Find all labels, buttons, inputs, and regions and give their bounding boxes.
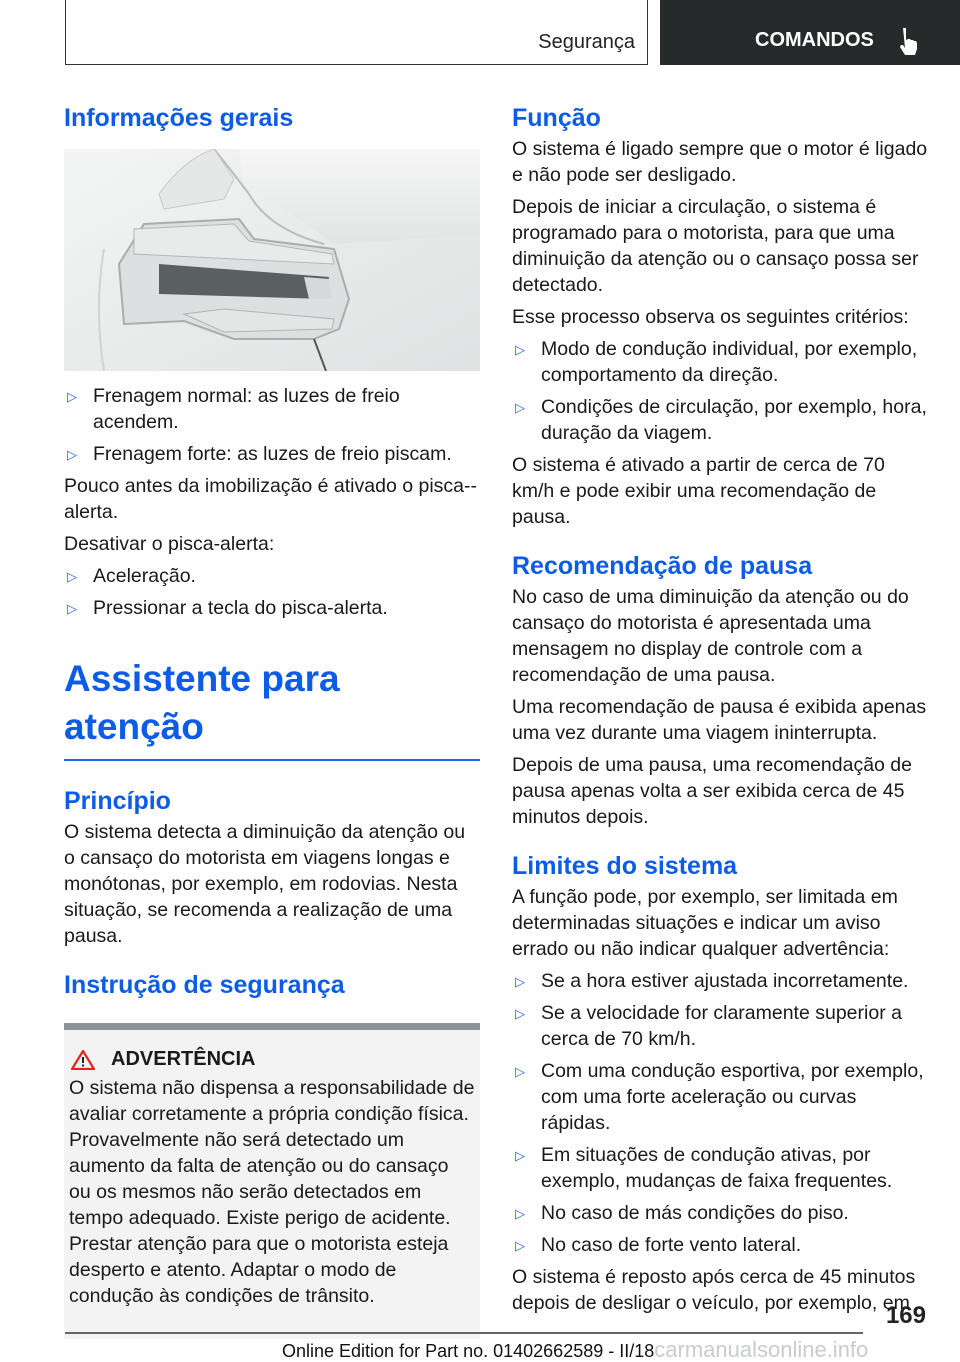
heading-function: Função [512,104,601,132]
heading-rule [64,759,480,761]
paragraph: Pouco antes da imobilização é ativado o pisca--alerta. [64,475,477,523]
list-item: ▷ Frenagem forte: as luzes de freio piscam. [64,441,480,467]
warning-box [64,1023,480,1339]
tail-light-figure [64,149,480,371]
heading-general-info: Informações gerais [64,104,294,132]
list-item: ▷ Modo de condução individual, por exemplo, comportamento da direção. [515,338,918,386]
list-item: ▷ Pressionar a tecla do pisca-alerta. [64,595,480,621]
list-item: ▷ Se a hora estiver ajustada incorretamente. [512,968,928,994]
chapter-title: COMANDOS [755,29,874,51]
left-column [64,100,480,1339]
heading-limits: Limites do sistema [512,852,738,880]
paragraph: No caso de uma diminuição da atenção ou do cansaço do motorista é apresentada uma mensagem no display de controle com a recomendação de uma pausa. [512,586,909,686]
list-item: ▷ Frenagem normal: as luzes de freio acendem. [67,385,400,433]
list-item: ▷ Aceleração. [64,563,480,589]
paragraph: Esse processo observa os seguintes critérios: [512,306,909,328]
paragraph: O sistema detecta a diminuição da atenção ou o cansaço do motorista em viagens longas e monótonas, por exemplo, em rodovias. Nesta situação, se recomenda a realização de uma pausa. [64,821,466,947]
right-column [512,100,928,1316]
edition-text: Online Edition for Part no. 01402662589 - II/18 [282,1341,655,1361]
list-item: ▷ Se a velocidade for claramente superior a cerca de 70 km/h. [515,1002,902,1050]
list-item: ▷ Em situações de condução ativas, por exemplo, mudanças de faixa frequentes. [515,1144,893,1192]
triangle-bullet-icon: ▷ [515,400,525,415]
triangle-bullet-icon: ▷ [67,601,77,616]
chapter-heading: Assistente para atenção [64,658,340,747]
footer-edition [282,1337,868,1362]
paragraph: O sistema é ativado a partir de cerca de 70 km/h e pode exibir uma recomendação de pausa. [512,454,885,528]
triangle-bullet-icon: ▷ [67,389,77,404]
page-number: 169 [885,1302,926,1329]
paragraph: Depois de iniciar a circulação, o sistema é programado para o motorista, para que uma diminuição da atenção ou o cansaço possa ser detectado. [512,196,919,296]
criteria-list [512,336,928,446]
heading-principle: Princípio [64,787,171,815]
warning-title-row [69,1048,475,1071]
triangle-bullet-icon: ▷ [515,1006,525,1021]
tail-light-illustration [64,149,480,371]
list-item: ▷ No caso de más condições do piso. [512,1200,928,1226]
paragraph: A função pode, por exemplo, ser limitada em determinadas situações e indicar um aviso errado ou não indicar qualquer advertência: [512,886,898,960]
pointing-hand-icon [898,28,920,56]
warning-text: O sistema não dispensa a responsabilidade de avaliar corretamente a própria condição física. Provavelmente não será detectado um aumento da falta de atenção ou do cansaço ou os mesmos não serão detectados em tempo adequado. Existe perigo de acidente. Prestar atenção para que o motorista esteja desperto e atento. Adaptar o modo de condução às condições de trânsito. [69,1077,475,1307]
section-tab [65,0,648,65]
triangle-bullet-icon: ▷ [515,974,525,989]
triangle-bullet-icon: ▷ [67,447,77,462]
triangle-bullet-icon: ▷ [515,1206,525,1221]
footer-rule [65,1332,863,1334]
deactivate-list [64,563,480,621]
warning-title: ADVERTÊNCIA [111,1048,256,1070]
watermark-link[interactable]: carmanualsonline.info [654,1337,869,1362]
list-item: ▷ No caso de forte vento lateral. [512,1232,928,1258]
brake-light-list [64,383,480,467]
section-title: Segurança [538,31,635,53]
paragraph: O sistema é ligado sempre que o motor é ligado e não pode ser desligado. [512,138,928,186]
paragraph: Uma recomendação de pausa é exibida apenas uma vez durante uma viagem ininterrupta. [512,696,927,744]
triangle-bullet-icon: ▷ [515,1064,525,1079]
triangle-bullet-icon: ▷ [515,342,525,357]
heading-pause: Recomendação de pausa [512,552,813,580]
triangle-bullet-icon: ▷ [67,569,77,584]
heading-safety: Instrução de segurança [64,971,345,999]
paragraph: Desativar o pisca-alerta: [64,533,275,555]
triangle-bullet-icon: ▷ [515,1148,525,1163]
list-item: ▷ Condições de circulação, por exemplo, hora, duração da viagem. [515,396,927,444]
triangle-bullet-icon: ▷ [515,1238,525,1253]
list-item: ▷ Com uma condução esportiva, por exemplo, com uma forte aceleração ou curvas rápidas. [515,1060,924,1134]
warning-triangle-icon [71,1050,95,1070]
limits-list [512,968,928,1258]
paragraph: Depois de uma pausa, uma recomendação de pausa apenas volta a ser exibida cerca de 45 minutos depois. [512,754,912,828]
chapter-tab [660,0,960,65]
paragraph: O sistema é reposto após cerca de 45 minutos depois de desligar o veículo, por exemplo, em [512,1266,916,1314]
